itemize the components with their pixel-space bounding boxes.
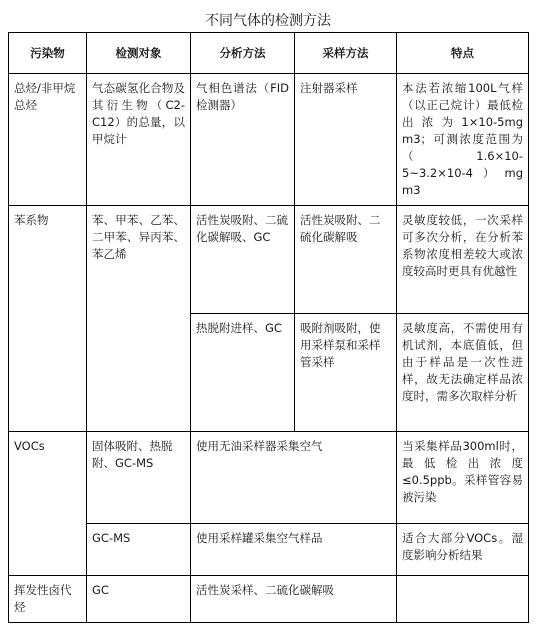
cell-pollutant: VOCs [9, 432, 87, 576]
table-row [9, 524, 529, 576]
table-row [9, 206, 529, 314]
cell-sampling: 活性炭吸附、二硫化碳解吸 [295, 206, 397, 314]
table-row [9, 74, 529, 206]
detection-methods-table [8, 32, 529, 623]
cell-target: GC-MS [87, 524, 191, 576]
cell-features: 灵敏度高，不需使用有机试剂，本底值低，但由于样品是一次性进样，故无法确定样品浓度时，需多次取样分析 [397, 314, 529, 432]
cell-target: 气态碳氢化合物及其衍生物（C2-C12）的总量，以甲烷计 [87, 74, 191, 206]
cell-features: 当采集样品300ml时，最低检出浓度≤0.5ppb。采样管容易被污染 [397, 432, 529, 524]
cell-target: GC [87, 576, 191, 623]
table-row [9, 432, 529, 524]
cell-analysis-sampling: 使用无油采样器采集空气 [191, 432, 397, 524]
table-row [9, 576, 529, 623]
cell-analysis-sampling: 活性炭采样、二硫化碳解吸 [191, 576, 397, 623]
table-title: 不同气体的检测方法 [205, 13, 331, 29]
cell-pollutant: 苯系物 [9, 206, 87, 432]
header-analysis: 分析方法 [191, 33, 295, 74]
cell-analysis-sampling: 使用采样罐采集空气样品 [191, 524, 397, 576]
header-target: 检测对象 [87, 33, 191, 74]
cell-features: 本法若浓缩100L气样（以正己烷计）最低检出浓为1×10-5mg m3；可测浓度范围为（1.6×10-5~3.2×10-4）mg m3 [397, 74, 529, 206]
cell-analysis: 气相色谱法（FID检测器） [191, 74, 295, 206]
cell-sampling: 注射器采样 [295, 74, 397, 206]
cell-target: 苯、甲苯、乙苯、二甲苯、异丙苯、苯乙烯 [87, 206, 191, 432]
header-sampling: 采样方法 [295, 33, 397, 74]
cell-pollutant: 总烃/非甲烷总烃 [9, 74, 87, 206]
cell-pollutant: 挥发性卤代烃 [9, 576, 87, 623]
cell-sampling: 吸附剂吸附，使用采样泵和采样管采样 [295, 314, 397, 432]
cell-analysis: 活性炭吸附、二硫化碳解吸、GC [191, 206, 295, 314]
cell-features [397, 576, 529, 623]
cell-features: 灵敏度较低，一次采样可多次分析，在分析苯系物浓度相差较大或浓度较高时更具有优越性 [397, 206, 529, 314]
cell-analysis: 热脱附进样、GC [191, 314, 295, 432]
header-row [9, 33, 529, 74]
cell-target: 固体吸附、热脱附、GC-MS [87, 432, 191, 524]
header-pollutant: 污染物 [9, 33, 87, 74]
header-features: 特点 [397, 33, 529, 74]
cell-features: 适合大部分VOCs。湿度影响分析结果 [397, 524, 529, 576]
